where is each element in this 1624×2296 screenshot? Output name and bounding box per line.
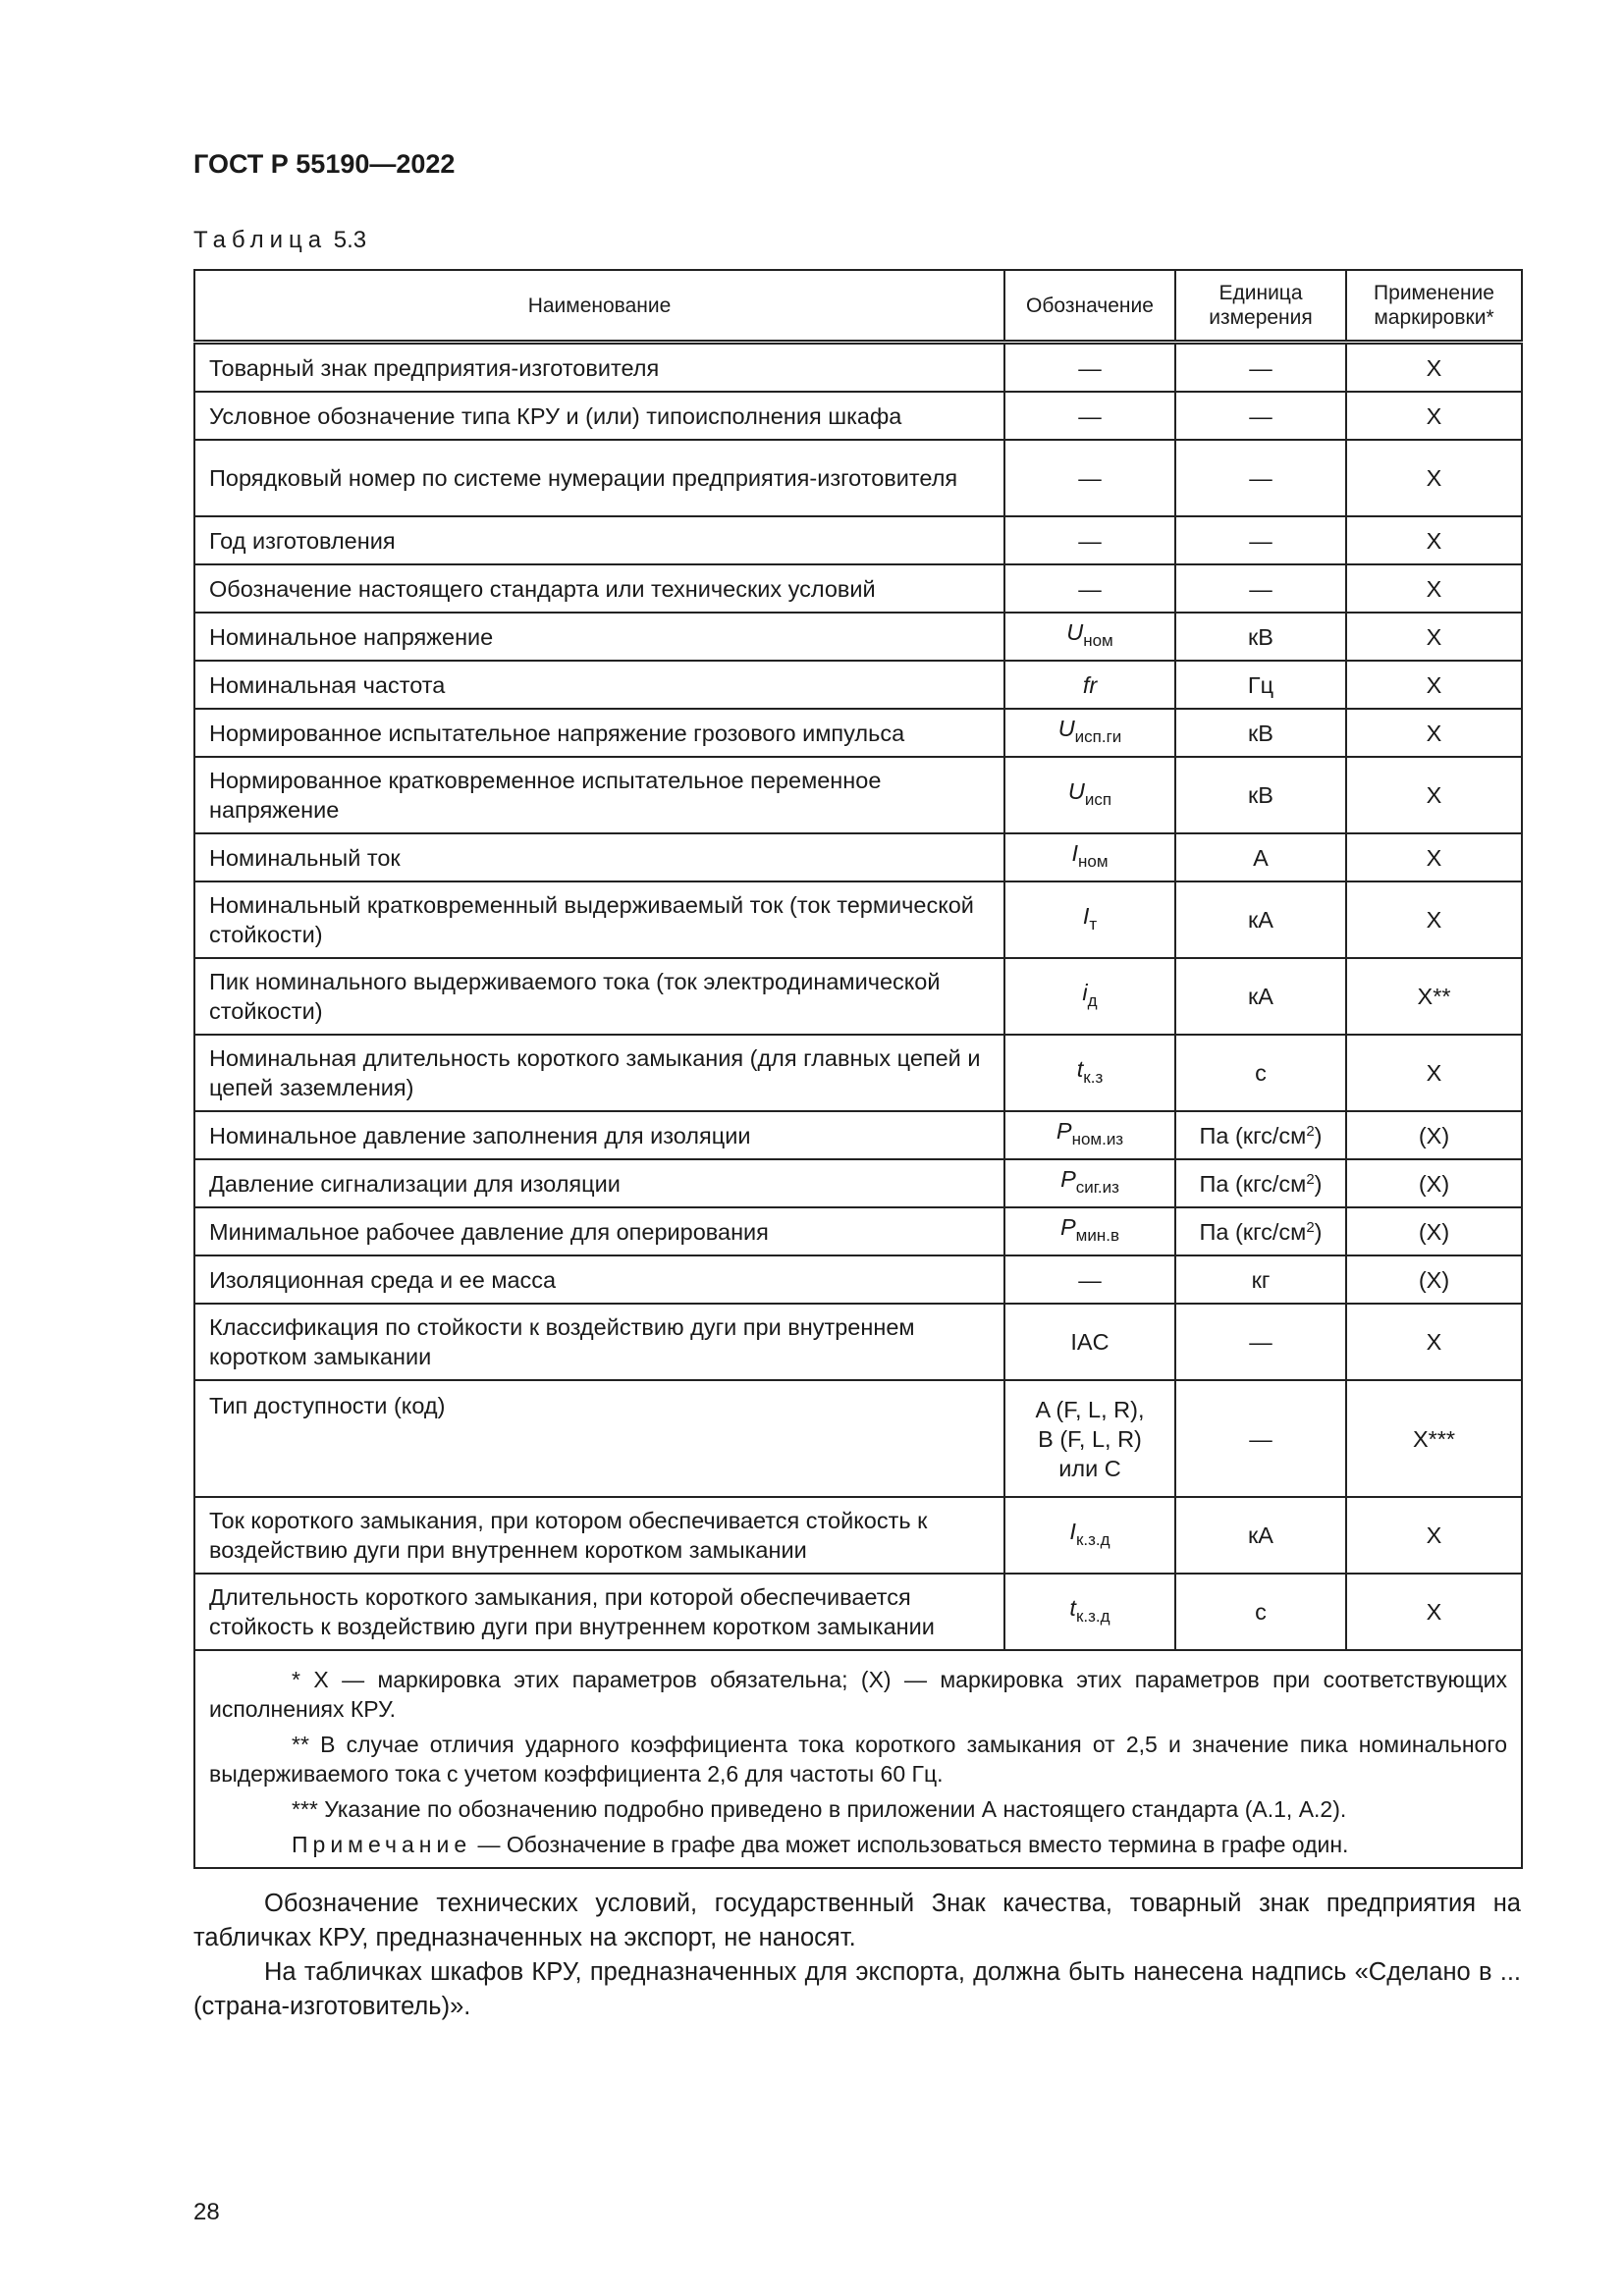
cell-unit: А (1175, 833, 1346, 881)
body-paragraph: На табличках шкафов КРУ, предназначенных для экспорта, должна быть нанесена надпись «Сделано в ... (страна-изготовитель)». (193, 1958, 1521, 2020)
symbol-subscript: исп.ги (1074, 727, 1122, 746)
symbol-letter: P (1059, 1214, 1076, 1240)
cell-symbol: IAC (1004, 1304, 1175, 1380)
cell-marking: X** (1346, 958, 1522, 1035)
table-row (194, 881, 1522, 958)
cell-name: Номинальный кратковременный выдерживаемый ток (ток термической стойкости) (194, 881, 1004, 958)
column-header-symbol: Обозначение (1004, 270, 1175, 343)
cell-symbol: A (F, L, R), B (F, L, R) или C (1004, 1380, 1175, 1497)
cell-name: Номинальный ток (194, 833, 1004, 881)
cell-symbol: — (1004, 440, 1175, 516)
document-title: ГОСТ Р 55190—2022 (193, 149, 456, 179)
cell-name: Тип доступности (код) (194, 1380, 1004, 1497)
cell-unit: — (1175, 564, 1346, 613)
table-row (194, 1111, 1522, 1159)
cell-name: Номинальная длительность короткого замыкания (для главных цепей и цепей заземления) (194, 1035, 1004, 1111)
spec-table (193, 269, 1523, 1869)
cell-marking: (X) (1346, 1159, 1522, 1207)
cell-marking: X (1346, 343, 1522, 393)
symbol-letter: I (1082, 902, 1090, 929)
table-row (194, 392, 1522, 440)
symbol-subscript: ном (1078, 852, 1109, 871)
table-row (194, 613, 1522, 661)
symbol-subscript: к.з.д (1075, 1606, 1110, 1626)
cell-marking: X (1346, 440, 1522, 516)
remark-label: Примечание (292, 1832, 472, 1857)
symbol-subscript: ном (1083, 631, 1113, 650)
cell-marking: X (1346, 709, 1522, 757)
cell-name: Год изготовления (194, 516, 1004, 564)
table-row (194, 1380, 1522, 1497)
cell-unit: Па $(кгс/см^2)$ (1175, 1159, 1346, 1207)
cell-unit: — (1175, 392, 1346, 440)
cell-unit: Гц (1175, 661, 1346, 709)
cell-name: Обозначение настоящего стандарта или технических условий (194, 564, 1004, 613)
cell-unit: кВ (1175, 757, 1346, 833)
cell-name: Нормированное кратковременное испытательное переменное напряжение (194, 757, 1004, 833)
cell-name: Номинальная частота (194, 661, 1004, 709)
table-row (194, 1497, 1522, 1574)
cell-name: Номинальное давление заполнения для изоляции (194, 1111, 1004, 1159)
cell-unit: кВ (1175, 613, 1346, 661)
cell-marking: X (1346, 516, 1522, 564)
cell-marking: X (1346, 661, 1522, 709)
cell-name: Длительность короткого замыкания, при которой обеспечивается стойкость к воздействию дуги при внутреннем коротком замыкании (194, 1574, 1004, 1650)
cell-name: Порядковый номер по системе нумерации предприятия-изготовителя (194, 440, 1004, 516)
cell-symbol (1004, 833, 1175, 881)
table-row (194, 440, 1522, 516)
cell-symbol (1004, 1035, 1175, 1111)
cell-marking: X*** (1346, 1380, 1522, 1497)
symbol-letter: P (1056, 1118, 1072, 1144)
cell-unit: — (1175, 1304, 1346, 1380)
table-row (194, 833, 1522, 881)
cell-unit: с (1175, 1035, 1346, 1111)
cell-marking: (X) (1346, 1255, 1522, 1304)
cell-unit: — (1175, 343, 1346, 393)
symbol-subscript: т (1089, 914, 1098, 934)
cell-marking: X (1346, 392, 1522, 440)
symbol-subscript: исп (1084, 789, 1112, 809)
cell-unit: кА (1175, 1497, 1346, 1574)
cell-name: Классификация по стойкости к воздействию дуги при внутреннем коротком замыкании (194, 1304, 1004, 1380)
cell-unit: кг (1175, 1255, 1346, 1304)
footnote: *** Указание по обозначению подробно приведено в приложении А настоящего стандарта (А.1, А.2). (292, 1796, 1347, 1822)
cell-marking: X (1346, 613, 1522, 661)
symbol-letter: U (1066, 619, 1084, 645)
cell-unit: кА (1175, 881, 1346, 958)
cell-symbol (1004, 958, 1175, 1035)
table-body (194, 343, 1522, 1651)
cell-marking: (X) (1346, 1111, 1522, 1159)
cell-symbol (1004, 1497, 1175, 1574)
cell-symbol (1004, 881, 1175, 958)
symbol-subscript: д (1087, 990, 1098, 1010)
cell-unit: Па $(кгс/см^2)$ (1175, 1207, 1346, 1255)
symbol-letter: t (1069, 1594, 1076, 1621)
cell-unit: кВ (1175, 709, 1346, 757)
table-row (194, 564, 1522, 613)
remark-text: — Обозначение в графе два может использоваться вместо термина в графе один. (471, 1832, 1349, 1857)
cell-marking: (X) (1346, 1207, 1522, 1255)
cell-marking: X (1346, 833, 1522, 881)
cell-marking: X (1346, 1574, 1522, 1650)
cell-unit: — (1175, 440, 1346, 516)
footnote: * X — маркировка этих параметров обязательна; (X) — маркировка этих параметров при соответствующих исполнениях КРУ. (209, 1667, 1507, 1722)
cell-name: Минимальное рабочее давление для оперирования (194, 1207, 1004, 1255)
table-row (194, 1574, 1522, 1650)
symbol-letter: I (1069, 1518, 1076, 1544)
table-row (194, 757, 1522, 833)
table-row (194, 1255, 1522, 1304)
cell-symbol: — (1004, 564, 1175, 613)
symbol-subscript: ном.из (1071, 1130, 1124, 1148)
cell-marking: X (1346, 757, 1522, 833)
table-remark (209, 1830, 1507, 1859)
cell-unit: с (1175, 1574, 1346, 1650)
cell-name: Нормированное испытательное напряжение грозового импульса (194, 709, 1004, 757)
symbol-letter: t (1076, 1055, 1084, 1082)
cell-symbol (1004, 1207, 1175, 1255)
symbol-letter: i (1082, 979, 1088, 1005)
symbol-letter: P (1060, 1166, 1076, 1192)
cell-unit: кА (1175, 958, 1346, 1035)
cell-marking: X (1346, 1497, 1522, 1574)
table-caption-word: Таблица (193, 227, 328, 253)
cell-name: Изоляционная среда и ее масса (194, 1255, 1004, 1304)
symbol-subscript: мин.в (1075, 1226, 1119, 1245)
cell-symbol (1004, 709, 1175, 757)
symbol-letter: fr (1082, 671, 1098, 698)
cell-name: Пик номинального выдерживаемого тока (ток электродинамической стойкости) (194, 958, 1004, 1035)
table-row (194, 958, 1522, 1035)
table-notes-row (194, 1650, 1522, 1868)
table-row (194, 1207, 1522, 1255)
cell-unit: — (1175, 1380, 1346, 1497)
table-caption (193, 227, 366, 254)
symbol-subscript: сиг.из (1075, 1178, 1119, 1197)
cell-symbol (1004, 1111, 1175, 1159)
table-row (194, 1159, 1522, 1207)
table-notes (194, 1650, 1522, 1868)
table-row (194, 1035, 1522, 1111)
cell-name: Ток короткого замыкания, при котором обеспечивается стойкость к воздействию дуги при внутреннем коротком замыкании (194, 1497, 1004, 1574)
table-row (194, 1304, 1522, 1380)
cell-symbol (1004, 757, 1175, 833)
cell-symbol (1004, 613, 1175, 661)
table-header-row (194, 270, 1522, 343)
footnote: ** В случае отличия ударного коэффициента тока короткого замыкания от 2,5 и значение пика номинального выдерживаемого тока с учетом коэффициента 2,6 для частоты 60 Гц. (209, 1732, 1507, 1787)
column-header-name: Наименование (194, 270, 1004, 343)
cell-symbol: — (1004, 1255, 1175, 1304)
symbol-letter: U (1057, 716, 1075, 741)
symbol-letter: U (1067, 777, 1085, 804)
cell-name: Давление сигнализации для изоляции (194, 1159, 1004, 1207)
table-caption-number: 5.3 (333, 227, 367, 253)
cell-marking: X (1346, 1035, 1522, 1111)
column-header-unit: Единица измерения (1175, 270, 1346, 343)
body-paragraph: Обозначение технических условий, государственный Знак качества, товарный знак предприятия на табличках КРУ, предназначенных на экспорт, не наносят. (193, 1890, 1521, 1951)
cell-name: Номинальное напряжение (194, 613, 1004, 661)
cell-marking: X (1346, 564, 1522, 613)
cell-symbol: — (1004, 392, 1175, 440)
cell-symbol (1004, 1159, 1175, 1207)
table-row (194, 516, 1522, 564)
cell-symbol: — (1004, 343, 1175, 393)
symbol-letter: I (1071, 840, 1078, 866)
table-row (194, 661, 1522, 709)
page-number: 28 (193, 2199, 220, 2225)
column-header-marking: Применение маркировки* (1346, 270, 1522, 343)
table-row (194, 709, 1522, 757)
cell-name: Товарный знак предприятия-изготовителя (194, 343, 1004, 393)
cell-symbol: — (1004, 516, 1175, 564)
table-row (194, 343, 1522, 393)
cell-marking: X (1346, 1304, 1522, 1380)
body-text (193, 1887, 1521, 2024)
cell-unit: Па $(кгс/см^2)$ (1175, 1111, 1346, 1159)
cell-symbol (1004, 661, 1175, 709)
cell-marking: X (1346, 881, 1522, 958)
cell-name: Условное обозначение типа КРУ и (или) типоисполнения шкафа (194, 392, 1004, 440)
symbol-subscript: к.з.д (1075, 1529, 1110, 1549)
cell-unit: — (1175, 516, 1346, 564)
symbol-subscript: к.з (1083, 1067, 1104, 1087)
cell-symbol (1004, 1574, 1175, 1650)
